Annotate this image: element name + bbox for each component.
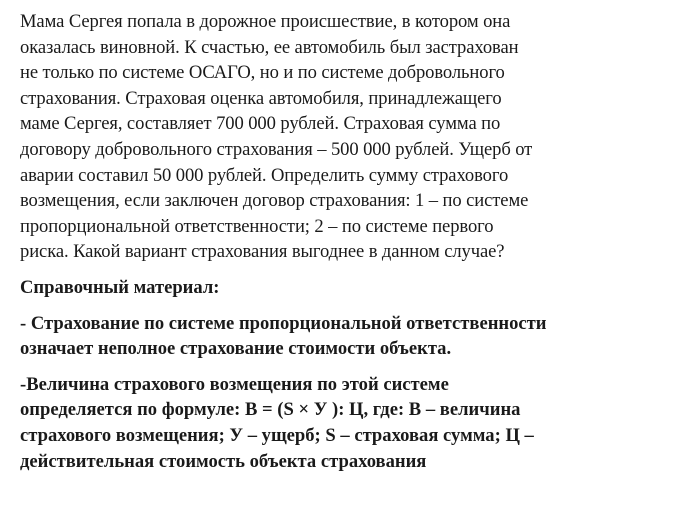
- task-line: аварии составил 50 000 рублей. Определить сумму страхового: [20, 164, 509, 186]
- task-line: маме Сергея, составляет 700 000 рублей. Страховая сумма по: [20, 113, 501, 135]
- reference-line: действительная стоимость объекта страхования: [20, 450, 427, 472]
- task-line: пропорциональной ответственности; 2 – по системе первого: [20, 215, 494, 237]
- reference-line: -Величина страхового возмещения по этой системе: [20, 373, 449, 395]
- task-line: страхования. Страховая оценка автомобиля, принадлежащего: [20, 87, 502, 109]
- reference-heading: Справочный материал:: [20, 276, 220, 298]
- task-line: возмещения, если заключен договор страхования: 1 – по системе: [20, 190, 529, 212]
- reference-line: определяется по формуле: В = (S × У ): Ц, где: В – величина: [20, 399, 521, 421]
- task-line: риска. Какой вариант страхования выгоднее в данном случае?: [20, 241, 505, 263]
- task-line: оказалась виновной. К счастью, ее автомобиль был застрахован: [20, 36, 519, 58]
- task-line: Мама Сергея попала в дорожное происшествие, в котором она: [20, 11, 511, 32]
- document-page: [20, 9, 680, 474]
- task-line: договору добровольного страхования – 500 000 рублей. Ущерб от: [20, 138, 533, 160]
- reference-item-proportional: [20, 311, 680, 362]
- reference-line: страхового возмещения; У – ущерб; S – страховая сумма; Ц –: [20, 424, 534, 446]
- reference-line: означает неполное страхование стоимости объекта.: [20, 338, 452, 360]
- task-line: не только по системе ОСАГО, но и по системе добровольного: [20, 62, 505, 84]
- task-paragraph: [20, 9, 680, 265]
- reference-line: - Страхование по системе пропорциональной ответственности: [20, 312, 547, 334]
- reference-item-formula: [20, 372, 680, 474]
